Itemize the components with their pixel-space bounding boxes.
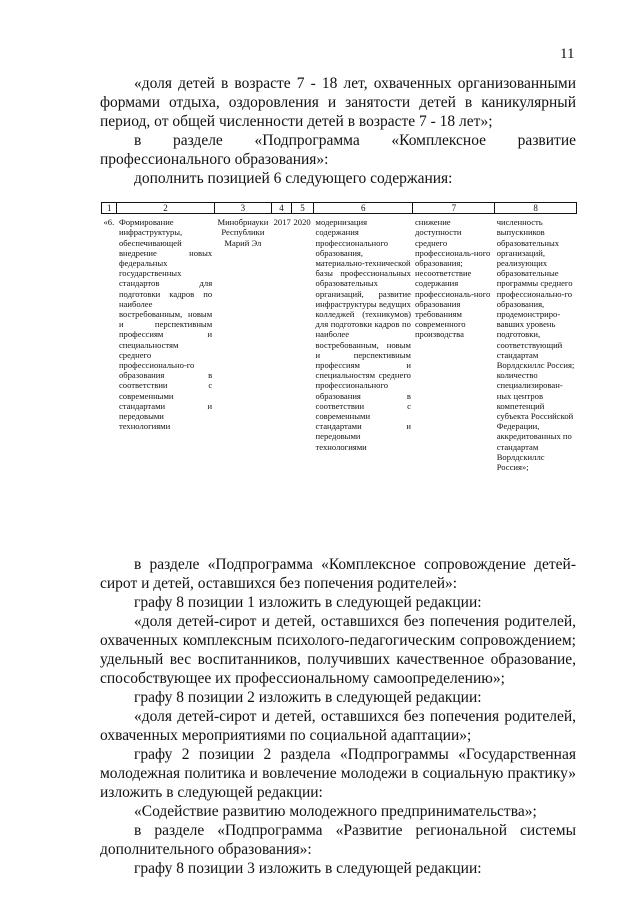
paragraph: графу 2 позиции 2 раздела «Подпрограммы «Государственная молодежная политика и вовлечение молодежи в социальную практику» изложить в следующей редакции: (100, 746, 576, 801)
paragraph: в разделе «Подпрограмма «Комплексное сопровождение детей-сирот и детей, оставшихся без попечения родителей»: (100, 556, 576, 592)
column-header: 1 (102, 203, 117, 214)
bottom-text-block (100, 555, 576, 878)
top-text-block (100, 74, 576, 188)
column-header: 5 (291, 203, 313, 214)
cell-indicators: численность выпускников образовательных организаций, реализующих образовательные программы среднего профессионально-го образования, продемонстриро-вавших уровень подготовки, соответствующий стандартам Ворлдскиллс Россия; количество специализирован-ных центров компетенций субъекта Российской Федерации, аккредитованных по стандартам Ворлдскиллс Россия»; (496, 217, 575, 473)
paragraph: «доля детей в возрасте 7 - 18 лет, охваченных организованными формами отдыха, оздоровления и занятости детей в каникулярный период, от общей численности детей в возрасте 7 - 18 лет»; (100, 75, 576, 130)
table-row (102, 214, 577, 473)
table-header-row (102, 203, 577, 214)
amendment-table (101, 202, 577, 472)
paragraph: «Содействие развитию молодежного предпринимательства»; (134, 803, 537, 820)
column-header: 6 (314, 203, 413, 214)
paragraph: графу 8 позиции 1 изложить в следующей редакции: (134, 594, 482, 611)
paragraph: графу 8 позиции 3 изложить в следующей редакции: (134, 860, 482, 877)
column-header: 2 (117, 203, 214, 214)
cell-executor: Минобрнауки Республики Марий Эл (217, 217, 269, 248)
paragraph: «доля детей-сирот и детей, оставшихся без попечения родителей, охваченных мероприятиями по социальной адаптации»; (100, 708, 576, 744)
column-header: 4 (272, 203, 292, 214)
column-header: 8 (495, 203, 577, 214)
paragraph: в разделе «Подпрограмма «Развитие региональной системы дополнительного образования»: (100, 822, 576, 858)
cell-result: модернизация содержания профессионального образования, материально-технической базы профессиональных образовательных организаций, развитие инфраструктуры ведущих колледжей (техникумов) для подготовки кадров по наиболее востребованным, новым и перспективным профессиям и специальностям среднего профессионального образования в соответствии с современными стандартами и передовыми технологиями (315, 217, 411, 452)
paragraph: «доля детей-сирот и детей, оставшихся без попечения родителей, охваченных комплексным психолого-педагогическим сопровождением; удельный вес воспитанников, получивших качественное образование, способствующее их профессиональному самоопределению»; (100, 613, 576, 687)
column-header: 7 (413, 203, 495, 214)
cell-title: Формирование инфраструктуры, обеспечивающей внедрение новых федеральных государственных стандартов для подготовки кадров по наиболее востребованным, новым и перспективным профессиям и специальностям среднего профессионально-го образования в соответствии с современными стандартами и передовыми технологиями (118, 217, 213, 432)
paragraph: дополнить позицией 6 следующего содержания: (134, 170, 453, 187)
cell-consequences: снижение доступности среднего профессиональ-ного образования; несоответствие содержания профессиональ-ного образования требованиям современного производства (414, 217, 491, 340)
column-header: 3 (214, 203, 271, 214)
paragraph: в разделе «Подпрограмма «Комплексное развитие профессионального образования»: (100, 132, 576, 168)
cell-start-year: 2017 (273, 217, 291, 228)
cell-position: «6. (103, 217, 115, 228)
cell-end-year: 2020 (293, 217, 311, 228)
paragraph: графу 8 позиции 2 изложить в следующей редакции: (134, 689, 482, 706)
page-number: 11 (560, 46, 575, 62)
